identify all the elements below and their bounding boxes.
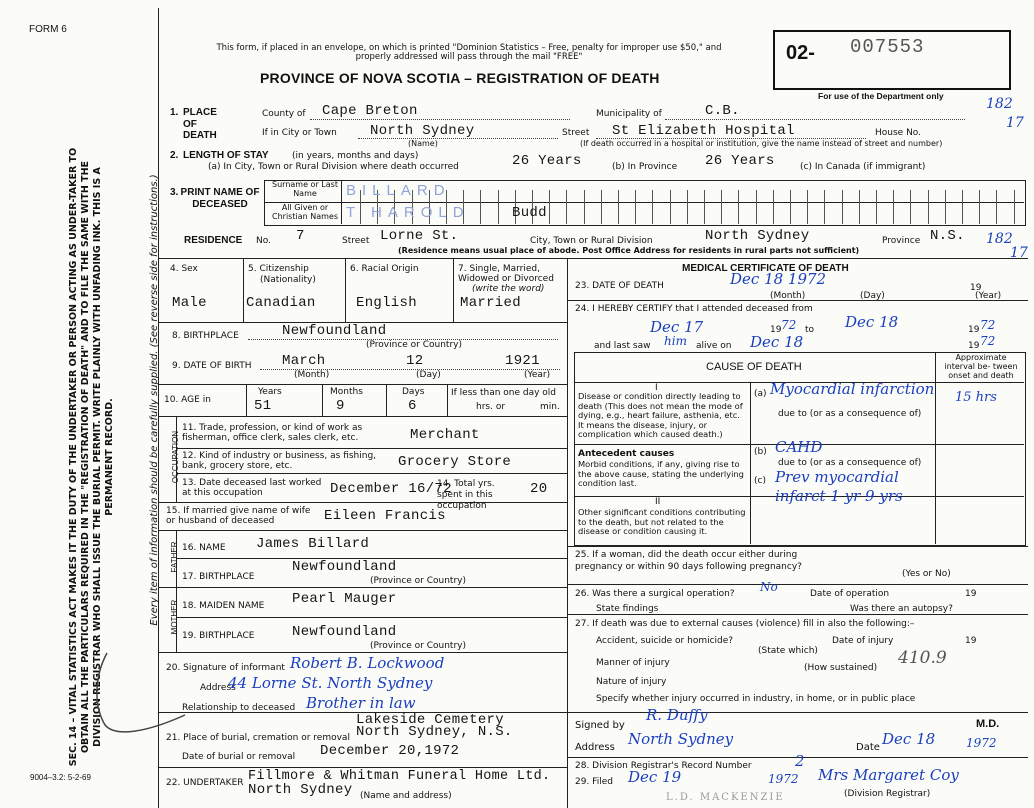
rule (447, 384, 448, 416)
street-label: Street (562, 128, 590, 138)
stay-unit-note: (in years, months and days) (292, 151, 419, 161)
rule (158, 258, 1028, 259)
mother-bp-label: 19. BIRTHPLACE (182, 631, 255, 641)
informant-address: 44 Lorne St. North Sydney (228, 674, 433, 692)
name-grid-cell (910, 190, 911, 224)
undertaker-label: 22. UNDERTAKER (166, 778, 244, 788)
name-grid-cell (601, 190, 602, 224)
stay-a-value: 26 Years (512, 153, 582, 169)
q27-manner: Manner of injury (596, 658, 670, 668)
municipality-value: C.B. (705, 103, 740, 119)
rule (176, 448, 568, 449)
father-bp-label: 17. BIRTHPLACE (182, 572, 255, 582)
name-grid-cell (996, 190, 997, 224)
q1-num: 1. (170, 107, 179, 118)
q28-label: 28. Division Registrar's Record Number (575, 761, 752, 771)
county-label: County of (262, 109, 306, 119)
residence-label: RESIDENCE (184, 235, 243, 246)
residence-province-label: Province (882, 236, 921, 246)
cause-b-label: (b) (754, 447, 767, 457)
signed-label: Signed by (575, 720, 625, 731)
cause-b-value: CAHD (775, 438, 823, 456)
dob-day-label: (Day) (416, 370, 441, 380)
name-grid-cell (790, 190, 791, 224)
occupation-v13: December 16/72 (330, 481, 452, 497)
attended-yr1-l: 19 (770, 325, 782, 335)
q25-yes-no: (Yes or No) (902, 569, 951, 579)
informant-signature: Robert B. Lockwood (290, 654, 445, 672)
q27-code: 410.9 (898, 648, 947, 668)
cause-a-interval: 15 hrs (955, 390, 997, 405)
q26-century: 19 (965, 589, 977, 599)
marital-label: 7. Single, Married, Widowed or Divorced (458, 264, 554, 285)
age-hrs: hrs. or (476, 402, 506, 412)
underline (310, 119, 570, 120)
pen-stroke-icon (85, 645, 195, 745)
age-days: 6 (408, 398, 417, 414)
alive-on-date: Dec 18 (750, 333, 804, 351)
name-grid-cell (962, 190, 963, 224)
father-name: James Billard (256, 536, 370, 552)
alive-yr: 72 (980, 334, 996, 348)
rule (568, 546, 1028, 547)
underline (665, 119, 965, 120)
stay-b-value: 26 Years (705, 153, 775, 169)
other-conditions-label: Other significant conditions contributing to the death, but not related to the disease or condition causing it. (578, 507, 746, 537)
form-number: FORM 6 (29, 24, 67, 35)
q27-where: Specify whether injury occurred in industry, in home, or in public place (596, 694, 916, 704)
rule (750, 382, 751, 544)
dept-code: 17 (1006, 115, 1024, 131)
rule (158, 416, 568, 417)
q27-label: 27. If death was due to external causes (violence) fill in also the following:– (575, 619, 915, 629)
rule (345, 258, 346, 322)
name-grid-cell (670, 190, 671, 224)
q26-value: No (760, 580, 778, 594)
rule (568, 584, 1028, 585)
vital-statistics-notice: SEC. 14 – VITAL STATISTICS ACT MAKES IT THE DUTY OF THE UNDERTAKER OR PERSON ACTING AS UNDER-TAKER TO OBTAIN ALL THE PARTICULARS REQUIRED IN THE "REGISTRATION OF DEATH" AND TO FILE THE SAME WITH THE DIVISION REGISTRAR WHO SHALL ISSUE THE BURIAL PERMIT. WRITE PLAINLY WITH UNFADING INK. THIS IS A PERMANENT RECORD. (68, 147, 116, 767)
rule (176, 617, 568, 618)
given-extra: Budd (512, 205, 547, 221)
name-grid-cell (480, 190, 481, 224)
age-lt-label: If less than one day old (451, 388, 557, 398)
q24-label: 24. I HEREBY CERTIFY that I attended deceased from (575, 304, 813, 314)
name-grid-cell (498, 190, 499, 224)
dob-month-label: (Month) (294, 370, 330, 380)
q23-day-l: (Day) (860, 291, 885, 301)
direct-cause-label: Disease or condition directly leading to death (This does not mean the mode of dying, e.g., heart failure, asthenia, etc. It means the disease, injury, or complication which caused death.) (578, 391, 743, 440)
age-months: 9 (336, 398, 345, 414)
alive-on-label: alive on (696, 341, 732, 351)
name-grid-cell (549, 190, 550, 224)
md-label: M.D. (976, 718, 1000, 730)
dob-day: 12 (406, 353, 424, 369)
q23-month-l: (Month) (770, 291, 806, 301)
rule (453, 258, 454, 322)
house-label: House No. (875, 128, 922, 138)
cause-c-label: (c) (754, 476, 766, 486)
signed-year: 1972 (966, 736, 997, 750)
due-to-1: due to (or as a consequence of) (778, 409, 922, 419)
rule (158, 384, 568, 385)
death-date: Dec 18 1972 (730, 270, 827, 288)
name-grid-cell (584, 190, 585, 224)
stay-a-label: (a) In City, Town or Rural Division where death occurred (208, 162, 459, 172)
name-note: (Name) (408, 139, 438, 148)
cause-heading: CAUSE OF DEATH (706, 361, 802, 373)
q29-registrar: Mrs Margaret Coy (818, 766, 959, 784)
q27-acc-sub: (State which) (758, 646, 818, 656)
occupation-v11: Merchant (410, 427, 480, 443)
q26-date-label: Date of operation (810, 589, 890, 599)
attended-yr1: 72 (781, 318, 797, 332)
rule (158, 767, 568, 768)
father-name-label: 16. NAME (182, 543, 226, 553)
stay-b-label: (b) In Province (612, 162, 678, 172)
signed-date-label: Date (856, 742, 880, 753)
attended-yr2-l: 19 (968, 325, 980, 335)
attended-to-label: to (805, 325, 815, 335)
name-grid-cell (979, 190, 980, 224)
name-grid-cell (859, 190, 860, 224)
residence-province: N.S. (930, 228, 965, 244)
dob-year: 1921 (505, 353, 540, 369)
last-saw-him: him (664, 334, 687, 348)
rule (935, 352, 936, 544)
age-months-label: Months (330, 387, 363, 397)
age-min: min. (540, 402, 560, 412)
mother-maiden-label: 18. MAIDEN NAME (182, 601, 265, 611)
rule (386, 384, 387, 416)
occupation-q11: 11. Trade, profession, or kind of work as fisherman, office clerk, sales clerk, etc. (182, 423, 363, 443)
given-label: All Given or Christian Names (272, 203, 338, 221)
signed-date: Dec 18 (882, 730, 936, 748)
undertaker-addr-note: (Name and address) (360, 791, 452, 801)
racial-label: 6. Racial Origin (350, 264, 419, 274)
name-grid-cell (807, 190, 808, 224)
roman-1: I (655, 383, 658, 393)
q26-autopsy: Was there an autopsy? (850, 604, 953, 614)
footer-code: 9004–3.2: 5-2-69 (30, 773, 91, 782)
dob-label: 9. DATE OF BIRTH (172, 361, 252, 371)
informant-relationship: Brother in law (306, 694, 416, 712)
informant-sig-label: 20. Signature of informant (166, 663, 285, 673)
marital-value: Married (460, 295, 521, 311)
surname-label: Surname or Last Name (272, 180, 338, 198)
sex-label: 4. Sex (170, 264, 198, 274)
rule (246, 384, 247, 416)
dept-code: 182 (986, 96, 1013, 112)
spouse-value: Eileen Francis (324, 508, 446, 524)
racial-value: English (356, 295, 417, 311)
given-value: T HAROLD (346, 204, 470, 221)
mother-maiden: Pearl Mauger (292, 591, 397, 607)
q3-label: PRINT NAME OF DECEASED (180, 187, 260, 210)
name-grid-cell (893, 190, 894, 224)
age-days-label: Days (402, 387, 425, 397)
name-grid-cell (756, 190, 757, 224)
attended-from: Dec 17 (650, 318, 704, 336)
q23-century: 19 (970, 283, 982, 293)
q27-nature: Nature of injury (596, 677, 667, 687)
cause-a-label: (a) (754, 389, 767, 399)
undertaker-name: Fillmore & Whitman Funeral Home Ltd. (248, 769, 551, 784)
hospital-note: (If death occurred in a hospital or institution, give the name instead of street and number) (580, 139, 943, 148)
municipality-label: Municipality of (596, 109, 662, 119)
q29-filed-date: Dec 19 (628, 768, 682, 786)
informant-rel-label: Relationship to deceased (182, 703, 296, 713)
q28-value: 2 (795, 752, 805, 770)
residence-street: Lorne St. (380, 228, 459, 244)
mother-bp-sub: (Province or Country) (370, 641, 466, 651)
name-grid-cell (738, 190, 739, 224)
age-years-label: Years (258, 387, 282, 397)
cause-a-value: Myocardial infarction (770, 380, 935, 398)
name-grid-cell (687, 190, 688, 224)
burial-date-label: Date of burial or removal (182, 752, 296, 762)
occupation-side-label: OCCUPATION (171, 430, 180, 484)
occupation-v12: Grocery Store (398, 454, 512, 470)
citizenship-value: Canadian (246, 295, 316, 311)
name-grid-cell (945, 190, 946, 224)
q27-acc: Accident, suicide or homicide? (596, 636, 734, 646)
birthplace-label: 8. BIRTHPLACE (172, 331, 239, 341)
reg-number: 007553 (850, 36, 925, 58)
signed-address: North Sydney (628, 730, 734, 748)
occupation-v14: 20 (530, 481, 548, 497)
stay-c-label: (c) In Canada (if immigrant) (800, 162, 926, 172)
father-bp: Newfoundland (292, 559, 397, 575)
birthplace-value: Newfoundland (282, 323, 387, 339)
rule (176, 473, 568, 474)
medical-heading: MEDICAL CERTIFICATE OF DEATH (682, 263, 849, 274)
occupation-q14: 14. Total yrs. spent in this occupation (437, 479, 495, 511)
street-value: St Elizabeth Hospital (612, 123, 795, 139)
burial-place-line2: North Sydney, N.S. (356, 724, 513, 740)
burial-date: December 20,1972 (320, 743, 460, 759)
name-grid-cell (652, 190, 653, 224)
cause-c-value: Prev myocardial infarct 1 yr 9 yrs (775, 468, 903, 505)
residence-no-label: No. (256, 236, 271, 246)
sex-value: Male (172, 295, 207, 311)
dob-month: March (282, 353, 326, 369)
dept-code: 182 (986, 231, 1013, 247)
name-grid-cell (566, 190, 567, 224)
antecedent-note: Morbid conditions, if any, giving rise to the above cause, stating the underlying condition last. (578, 459, 744, 489)
rule (158, 587, 568, 588)
alive-yr-l: 19 (968, 341, 980, 351)
q23-year-l: (Year) (975, 291, 1002, 301)
name-grid-cell (704, 190, 705, 224)
mother-side-label: MOTHER (170, 599, 179, 635)
burial-label: 21. Place of burial, cremation or removal (166, 733, 350, 743)
name-grid-cell (928, 190, 929, 224)
page-title: PROVINCE OF NOVA SCOTIA – REGISTRATION OF DEATH (260, 70, 660, 86)
name-grid-cell (876, 190, 877, 224)
due-to-2: due to (or as a consequence of) (778, 458, 922, 468)
dept-use-label: For use of the Department only (818, 91, 944, 101)
residence-city: North Sydney (705, 228, 810, 244)
birthplace-sub: (Province or Country) (366, 340, 462, 350)
residence-no: 7 (296, 228, 305, 244)
city-value: North Sydney (370, 123, 475, 139)
information-notice: Every item of information should be carefully supplied. (See reverse side for instructions.) (149, 174, 160, 626)
name-grid-cell (1014, 190, 1015, 224)
age-years: 51 (254, 398, 272, 414)
father-side-label: FATHER (170, 541, 179, 573)
q25-label: 25. If a woman, did the death occur either during pregnancy or within 90 days following pregnancy? (575, 550, 802, 572)
interval-heading: Approximate interval be- tween onset and death (944, 353, 1018, 380)
q29-label: 29. Filed (575, 777, 613, 787)
spouse-label: 15. If married give name of wife or husband of deceased (166, 506, 311, 526)
dept-code: 17 (1010, 245, 1028, 261)
name-grid-cell (824, 190, 825, 224)
attended-yr2: 72 (980, 318, 996, 332)
burial-place: Lakeside Cemetery (356, 712, 504, 728)
roman-2: II (655, 497, 661, 507)
rule (322, 384, 323, 416)
antecedent-label: Antecedent causes (578, 449, 675, 459)
undertaker-address: North Sydney (248, 782, 353, 798)
underline (358, 138, 558, 139)
occupation-q13: 13. Date deceased last worked at this occupation (182, 478, 322, 498)
marital-sub: (write the word) (472, 284, 545, 294)
residence-city-label: City, Town or Rural Division (530, 236, 653, 246)
name-grid-cell (635, 190, 636, 224)
q2-label: LENGTH OF STAY (183, 150, 269, 161)
name-grid-cell (618, 190, 619, 224)
informant-addr-label: Address (200, 683, 236, 693)
occupation-q12: 12. Kind of industry or business, as fishing, bank, grocery store, etc. (182, 451, 377, 471)
q23-label: 23. DATE OF DEATH (575, 281, 664, 291)
age-label: 10. AGE in (164, 395, 211, 405)
father-bp-sub: (Province or Country) (370, 576, 466, 586)
last-saw-label: and last saw (594, 341, 651, 351)
q29-year: 1972 (768, 772, 799, 786)
name-grid-cell (773, 190, 774, 224)
residence-note: (Residence means usual place of abode. Post Office Address for residents in rural parts not sufficient) (398, 246, 860, 255)
dob-year-label: (Year) (524, 370, 551, 380)
q27-century: 19 (965, 636, 977, 646)
q3-num: 3. (170, 187, 179, 198)
q1-label: PLACE OF DEATH (183, 107, 217, 141)
surname-value: BILLARD (346, 182, 451, 199)
citizenship-label: 5. Citizenship (248, 264, 309, 274)
county-value: Cape Breton (322, 103, 418, 119)
q26-label: 26. Was there a surgical operation? (575, 589, 735, 599)
attended-to: Dec 18 (845, 313, 899, 331)
residence-street-label: Street (342, 236, 370, 246)
q27-inj-date: Date of injury (832, 636, 894, 646)
name-grid-divider (264, 180, 265, 224)
signed-address-label: Address (575, 742, 615, 753)
rule (158, 530, 568, 531)
q29-registrar-sub: (Division Registrar) (844, 789, 931, 799)
registrar-stamp: L.D. MACKENZIE (666, 792, 785, 803)
name-grid-cell (721, 190, 722, 224)
city-label: If in City or Town (262, 128, 337, 138)
rule (243, 258, 244, 322)
q2-num: 2. (170, 150, 179, 161)
name-grid-divider (341, 180, 342, 224)
q26-findings: State findings (596, 604, 659, 614)
signed-signature: R. Duffy (646, 706, 708, 724)
column-divider (567, 258, 568, 808)
mother-bp: Newfoundland (292, 624, 397, 640)
citizenship-sub: (Nationality) (260, 275, 316, 285)
rule (158, 652, 568, 653)
envelope-note: This form, if placed in an envelope, on which is printed "Dominion Statistics – Free, penalty for improper use $50," and properly addressed will pass through the mail "FREE" (216, 43, 722, 63)
reg-prefix: 02- (786, 42, 815, 64)
q27-how: (How sustained) (804, 663, 878, 673)
name-grid-cell (842, 190, 843, 224)
